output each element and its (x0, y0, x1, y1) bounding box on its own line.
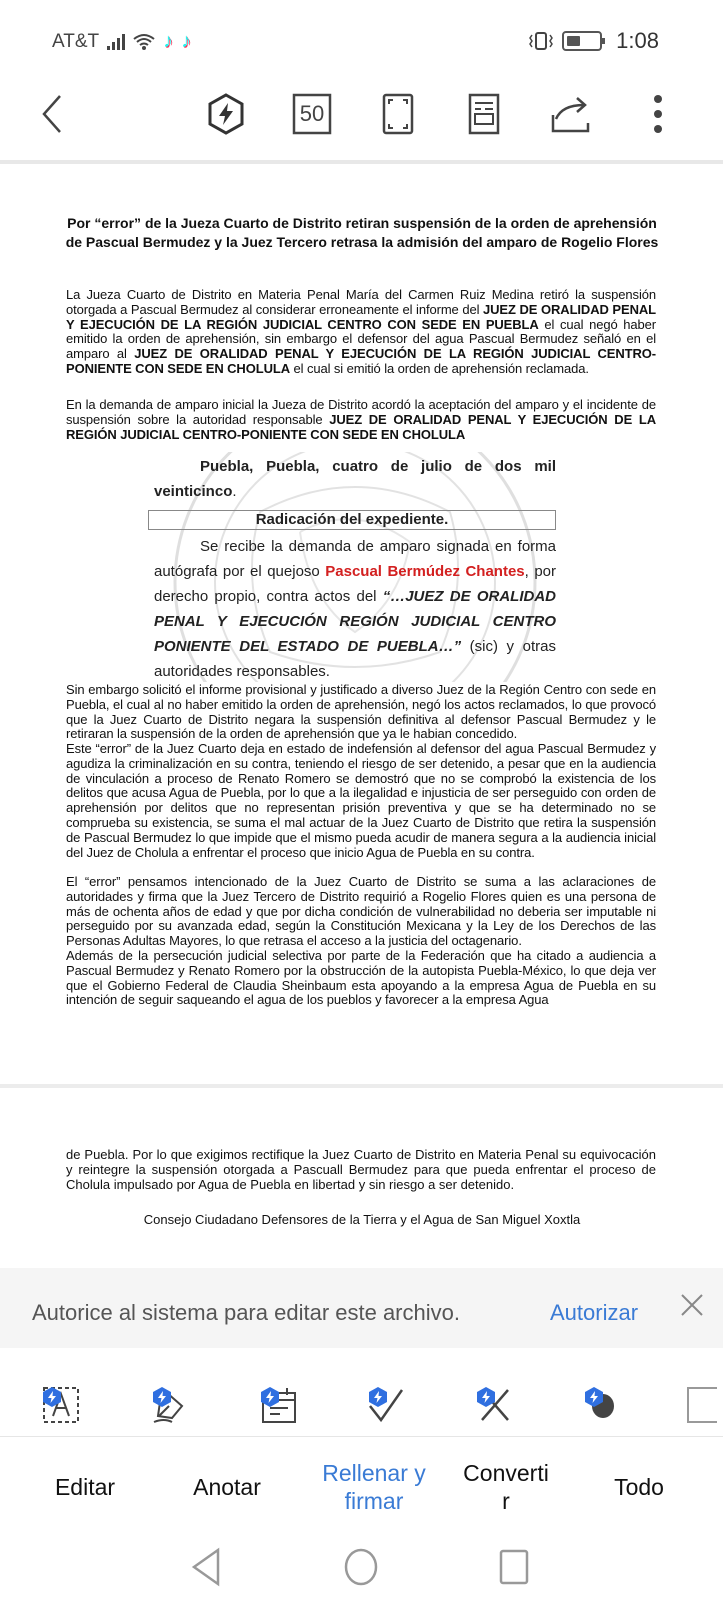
text-span: el cual si emitió la orden de aprehensión reclamada. (290, 360, 589, 376)
page-divider (0, 1084, 723, 1088)
paragraph-4: Este “error” de la Juez Cuarto deja en estado de indefensión al defensor del agua Pascual Bermudez y agudiza la criminalización en su contra, teniendo el riesgo de ser detenido, a pesar que en la audiencia de vinculación a proceso de Renato Romero se demostró que no se comprobó la existencia de los delitos que acusa Agua de Puebla, por lo que a la ilegalidad e injusticia de ser perseguido con orden de aprehensión por delitos que no representan prisión preventiva y que se ha determinado no se comprueba su existencia, se suma el mal actuar de la Juez Cuarto de Distrito que retira la suspensión de Pascual Bermudez lo que impide que el mismo pueda acudir de manera segura a la audiencia inicial del Juez de Cholula a enfrentar el proceso que inicio Agua de Puebla en su contra. (66, 741, 656, 860)
text-span: La Jueza Cuarto de Distrito en Materia Penal María del Carmen Ruiz Medina retiró la suspensión otorgada a Pascual Bermudez al considerar erroneamente el informe del (66, 287, 656, 317)
rectangle-icon (686, 1386, 717, 1424)
text-span: , por derecho propio, contra actos del (154, 563, 556, 605)
premium-badge-icon (368, 1386, 388, 1408)
document-title: Por “error” de la Jueza Cuarto de Distrito retiran suspensión de la orden de aprehensión de Pascual Bermudez y la Juez Tercero retrasa la admisión del amparo de Rogelio Flores (65, 215, 659, 250)
more-icon (652, 94, 664, 134)
complainant-name: Pascual Bermúdez Chantes (325, 563, 525, 580)
text-span: el cual negó haber emitido la orden de aprehensión, sin embargo el defensor del agua Pascual Bermudez señaló en el amparo al (66, 316, 657, 362)
premium-badge-icon (42, 1386, 62, 1408)
paragraph-2 (66, 398, 656, 442)
document-page[interactable] (0, 164, 723, 1084)
clock: 1:08 (616, 28, 659, 53)
quick-action-button[interactable] (204, 92, 248, 136)
dot-tool[interactable] (578, 1372, 628, 1422)
more-options-button[interactable] (636, 92, 680, 136)
tab-rellenar-y-firmar[interactable]: Rellenar y firmar (322, 1460, 426, 1514)
tab-convertir[interactable]: Converti r (463, 1460, 549, 1514)
share-button[interactable] (548, 92, 592, 136)
text-span: En la demanda de amparo inicial la Jueza de Distrito acordó la aceptación del amparo y el incidente de suspensión sobre la autoridad responsable (66, 397, 656, 427)
paragraph-3: Sin embargo solicitó el informe provisional y justificado a diverso Juez de la Región Centro con sede en Puebla, el cual al no haber emitido la orden de aprehensión, negó los actos reclamados, lo que provocó que la Juez Cuarto de Distrito negara la suspensión definitiva al defensor Pascual Bermudez y le retiraran la suspensión de la orden de aprehensión que ya le habian concedido. (66, 682, 656, 742)
battery-icon (562, 31, 602, 51)
status-left (52, 30, 191, 53)
paragraph-7: de Puebla. Por lo que exigimos rectifique la Juez Cuarto de Distrito en Materia Penal su equivocación y reintegre la suspensión otorgada a Pascuall Bermudez para que pueda enfrentar el proceso de Cholula impulsado por Agua de Puebla en libertad y sin riesgo a ser detenido. (66, 1147, 656, 1192)
back-icon (40, 94, 64, 134)
tiktok-icon: ♪ (181, 30, 192, 52)
embedded-court-excerpt (140, 452, 570, 682)
nav-home-button[interactable] (344, 1547, 378, 1592)
authorization-banner (0, 1268, 723, 1348)
layout-button[interactable] (462, 92, 506, 136)
vibrate-icon (528, 31, 554, 51)
wifi-icon (133, 33, 155, 51)
premium-badge-icon (584, 1386, 604, 1408)
authorize-button[interactable]: Autorizar (550, 1300, 639, 1325)
checkmark-tool[interactable] (362, 1372, 412, 1422)
paragraph-1 (66, 288, 656, 377)
tab-editar[interactable]: Editar (54, 1474, 116, 1500)
nav-recents-button[interactable] (498, 1547, 530, 1592)
premium-badge-icon (476, 1386, 496, 1408)
quoted-authority: “…JUEZ DE ORALIDAD PENAL Y EJECUCIÓN REGIÓN JUDICIAL CENTRO PONIENTE DEL ESTADO DE PUEBLA…” (154, 588, 556, 655)
date-end: . (232, 483, 237, 500)
signal-icon (107, 34, 125, 50)
share-icon (550, 93, 590, 135)
fullscreen-icon (382, 93, 414, 135)
close-icon (680, 1293, 704, 1317)
lightning-icon (206, 93, 246, 135)
text-box-tool[interactable] (36, 1372, 86, 1422)
paragraph-6: Además de la persecución judicial selectiva por parte de la Federación que ha citado a audiencia a Pascual Bermudez y Renato Romero por la obstrucción de la autopista Puebla-México, lo que deja ver que el Gobierno Federal de Claudia Sheinbaum esta apoyando a la empresa Agua de Puebla en su intención de seguir saqueando el agua de los pueblos y favorecer a la empresa Agua (66, 948, 656, 1008)
bold-span: JUEZ DE ORALIDAD PENAL Y EJECUCIÓN DE LA REGIÓN JUDICIAL CENTRO CON SEDE EN PUEBLA (66, 301, 656, 332)
status-bar (0, 0, 723, 84)
paragraph-5: El “error” pensamos intencionado de la Juez Cuarto de Distrito se suma a las aclaraciones de autoridades y firma que la Juez Tercero de Distrito requirió a Rogelio Flores quien es una persona de más de ochenta años de edad y que por dicha condición de vulnerabilidad no deberia ser imputable ni perseguido por su avanzada edad, según la Constitución Mexicana y la Ley de los Derechos de las Personas Adultas Mayores, lo que retrasa el acceso a la justicia del octagenario. (66, 874, 656, 949)
fill-sign-tools (0, 1348, 723, 1436)
premium-badge-icon (152, 1386, 172, 1408)
nav-back-button[interactable] (190, 1547, 222, 1592)
status-right (528, 28, 659, 54)
cross-tool[interactable] (470, 1372, 520, 1422)
nav-home-icon (344, 1547, 378, 1587)
carrier-label: AT&T (52, 30, 100, 52)
bold-span: JUEZ DE ORALIDAD PENAL Y EJECUCIÓN DE LA REGIÓN JUDICIAL CENTRO-PONIENTE CON SEDE EN CHOLULA (66, 411, 656, 442)
tab-todo[interactable]: Todo (614, 1474, 664, 1500)
date-tool[interactable] (254, 1372, 304, 1422)
back-button[interactable] (30, 92, 74, 136)
date-line (154, 454, 556, 504)
embed-body (154, 534, 556, 684)
tab-anotar[interactable]: Anotar (193, 1474, 261, 1500)
nav-recents-icon (498, 1547, 530, 1587)
signature-tool[interactable] (146, 1372, 196, 1422)
rectangle-tool[interactable] (686, 1372, 723, 1422)
authorization-message: Autorice al sistema para editar este archivo. (32, 1300, 460, 1325)
text-span: (sic) y otras autoridades responsables. (154, 638, 556, 680)
nav-back-icon (190, 1547, 222, 1587)
signature-line: Consejo Ciudadano Defensores de la Tierra y el Agua de San Miguel Xoxtla (143, 1212, 581, 1227)
layout-icon (468, 93, 500, 135)
bold-span: JUEZ DE ORALIDAD PENAL Y EJECUCIÓN DE LA REGIÓN JUDICIAL CENTRO-PONIENTE CON SEDE EN CHOLULA (66, 346, 656, 376)
bottom-tabs (0, 1437, 723, 1537)
date-text: Puebla, Puebla, cuatro de julio de dos mil veinticinco (154, 458, 556, 500)
zoom-value: 50 (299, 101, 325, 126)
system-nav-bar (0, 1537, 723, 1600)
zoom-level-button[interactable] (290, 92, 334, 136)
radicacion-heading: Radicación del expediente. (148, 510, 556, 530)
premium-badge-icon (260, 1386, 280, 1408)
fullscreen-button[interactable] (376, 92, 420, 136)
top-toolbar (0, 84, 723, 160)
tiktok-icon: ♪ (163, 30, 174, 52)
close-banner-button[interactable] (680, 1290, 704, 1322)
text-span: Se recibe la demanda de amparo signada en forma autógrafa por el quejoso (154, 538, 556, 580)
